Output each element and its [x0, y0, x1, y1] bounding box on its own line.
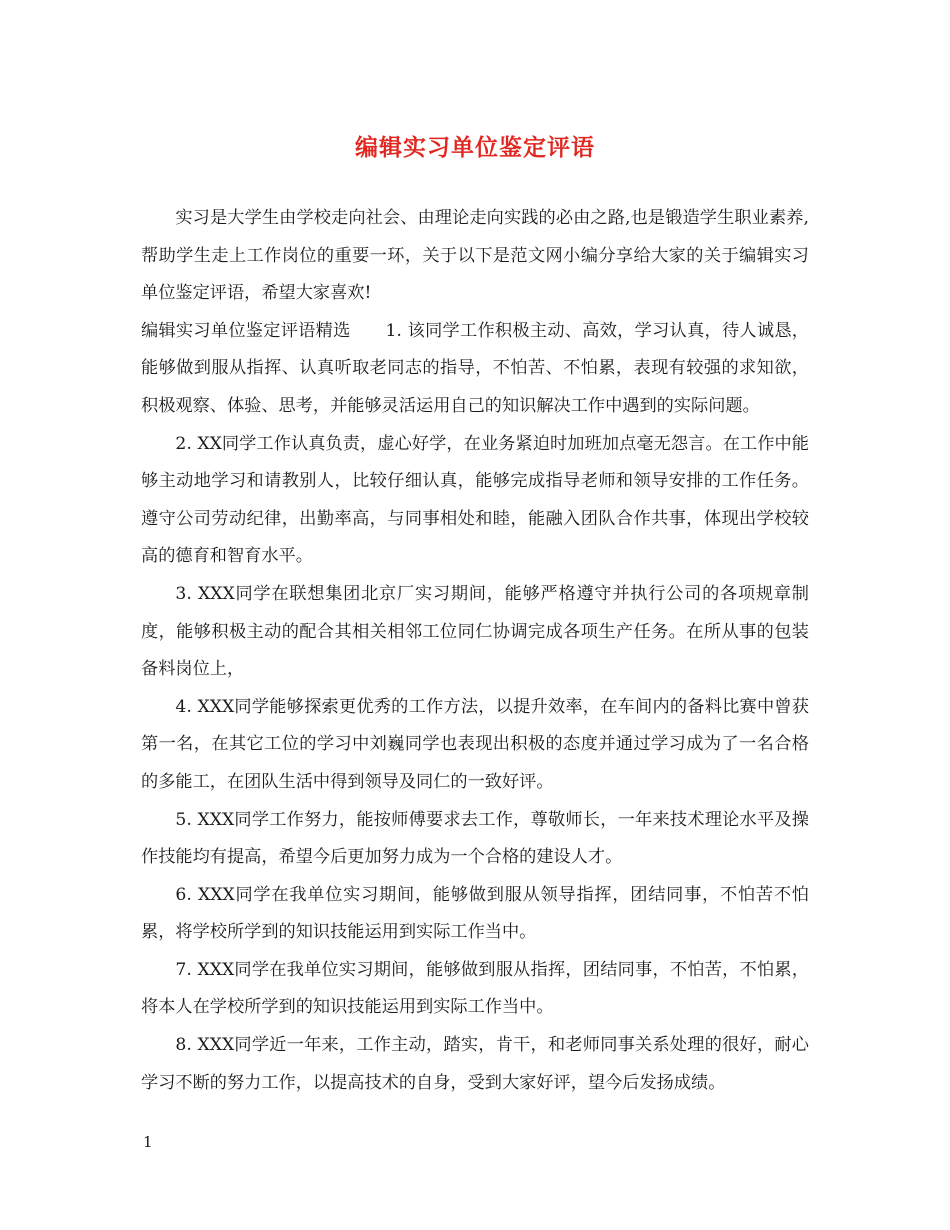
section-heading-paragraph: 编辑实习单位鉴定评语精选 1. 该同学工作积极主动、高效，学习认真，待人诚恳，能够做到服从指挥、认真听取老同志的指导，不怕苦、不怕累，表现有较强的求知欲，积极观察、体验、思考，并能够灵活运用自己的知识解决工作中遇到的实际问题。 — [141, 320, 809, 416]
comment-item-5: 5. XXX同学工作努力，能按师傅要求去工作，尊敬师长，一年来技术理论水平及操作技能均有提高，希望今后更加努力成为一个合格的建设人才。 — [141, 809, 809, 868]
comment-item-2: 2. XX同学工作认真负责，虚心好学，在业务紧迫时加班加点毫无怨言。在工作中能够主动地学习和请教别人，比较仔细认真，能够完成指导老师和领导安排的工作任务。遵守公司劳动纪律，出勤率高，与同事相处和睦，能融入团队合作共事，体现出学校较高的德育和智育水平。 — [141, 433, 809, 567]
page-number: 1 — [143, 1133, 153, 1151]
comment-item-3: 3. XXX同学在联想集团北京厂实习期间，能够严格遵守并执行公司的各项规章制度，能够积极主动的配合其相关相邻工位同仁协调完成各项生产任务。在所从事的包装备料岗位上， — [141, 583, 809, 680]
document-title: 编辑实习单位鉴定评语 — [355, 134, 595, 161]
comment-item-7: 7. XXX同学在我单位实习期间，能够做到服从指挥，团结同事，不怕苦，不怕累，将本人在学校所学到的知识技能运用到实际工作当中。 — [141, 959, 809, 1018]
comment-item-4: 4. XXX同学能够探索更优秀的工作方法，以提升效率，在车间内的备料比赛中曾获第一名，在其它工位的学习中刘巍同学也表现出积极的态度并通过学习成为了一名合格的多能工，在团队生活中得到领导及同仁的一致好评。 — [141, 696, 809, 792]
comment-item-8: 8. XXX同学近一年来，工作主动，踏实，肯干，和老师同事关系处理的很好，耐心学习不断的努力工作，以提高技术的自身，受到大家好评，望今后发扬成绩。 — [141, 1035, 809, 1093]
intro-paragraph: 实习是大学生由学校走向社会、由理论走向实践的必由之路,也是锻造学生职业素养,帮助学生走上工作岗位的重要一环，关于以下是范文网小编分享给大家的关于编辑实习单位鉴定评语，希望大家喜欢! — [141, 208, 809, 304]
document-body — [141, 200, 809, 1102]
comment-item-6: 6. XXX同学在我单位实习期间，能够做到服从领导指挥，团结同事，不怕苦不怕累，将学校所学到的知识技能运用到实际工作当中。 — [141, 884, 809, 943]
